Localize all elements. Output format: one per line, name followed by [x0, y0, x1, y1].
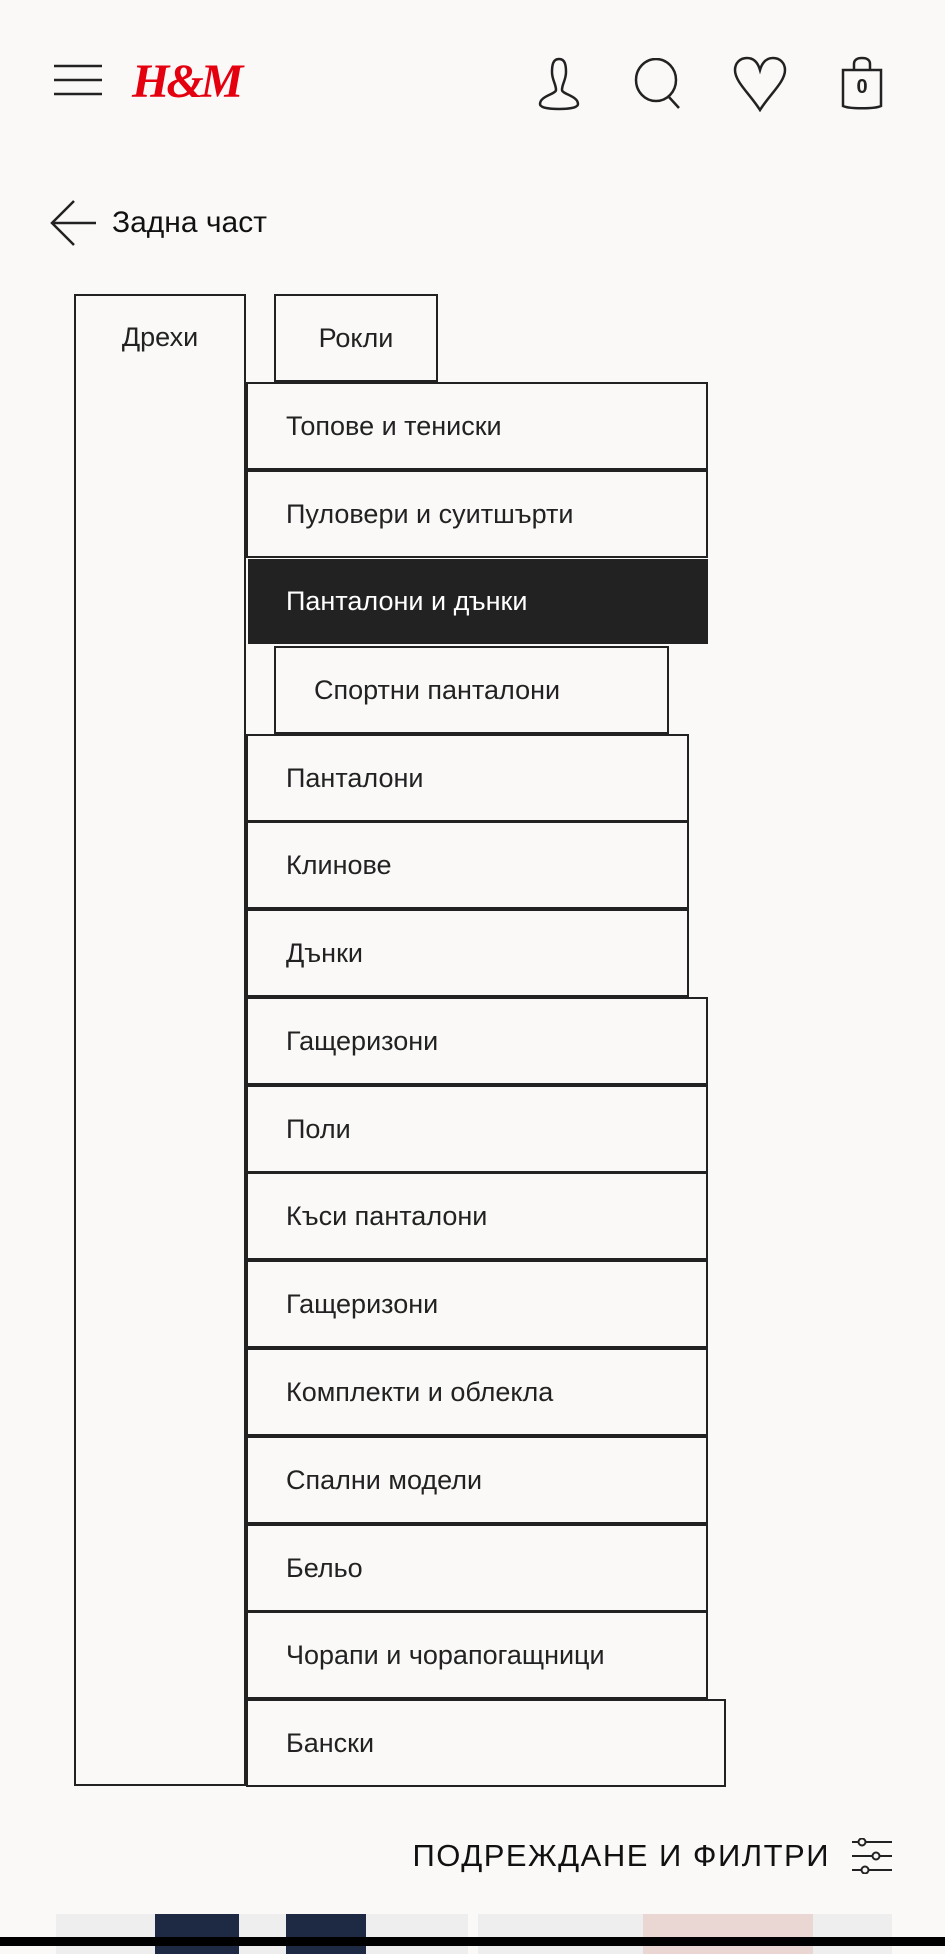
search-icon[interactable]: [634, 58, 686, 110]
item-label: Бански: [286, 1727, 375, 1758]
heart-icon[interactable]: [732, 56, 788, 112]
subcategory-item[interactable]: [246, 997, 708, 1085]
category-rokli-label: Рокли: [318, 322, 394, 353]
item-label: Дънки: [286, 937, 363, 968]
subcategory-item[interactable]: [246, 1611, 708, 1699]
subcategory-item[interactable]: [246, 1524, 708, 1612]
subcategory-item[interactable]: [246, 734, 689, 822]
sort-filter-label: ПОДРЕЖДАНЕ И ФИЛТРИ: [412, 1838, 830, 1873]
subcategory-item[interactable]: [246, 470, 708, 558]
item-label: Поли: [286, 1113, 351, 1144]
account-icon[interactable]: [531, 56, 587, 112]
subcategory-item[interactable]: [246, 1348, 708, 1436]
sliders-icon: [852, 1838, 892, 1874]
item-label: Гащеризони: [286, 1288, 439, 1319]
bag-count: 0: [856, 76, 868, 98]
category-rokli[interactable]: [274, 294, 438, 382]
hm-logo[interactable]: H&M: [132, 55, 241, 108]
item-label: Къси панталони: [286, 1200, 488, 1231]
subcategory-item[interactable]: [246, 1260, 708, 1348]
subcategory-item[interactable]: [274, 646, 669, 734]
item-label: Спортни панталони: [314, 674, 561, 705]
item-label: Спални модели: [286, 1464, 483, 1495]
menu-icon[interactable]: [54, 64, 102, 96]
back-label: Задна част: [112, 206, 267, 239]
subcategory-item[interactable]: [246, 1436, 708, 1524]
back-link[interactable]: [50, 200, 267, 246]
subcategory-item[interactable]: [246, 821, 689, 909]
item-label: Пуловери и суитшърти: [286, 498, 574, 529]
subcategory-item-active[interactable]: [248, 559, 708, 644]
subcategory-item[interactable]: [246, 1699, 726, 1787]
item-label: Клинове: [286, 849, 392, 880]
product-card[interactable]: [56, 1914, 468, 1954]
item-label: Комплекти и облекла: [286, 1376, 554, 1407]
subcategory-item[interactable]: [246, 382, 708, 470]
category-drehi[interactable]: [74, 294, 246, 1786]
item-label: Бельо: [286, 1552, 363, 1583]
category-drehi-label: Дрехи: [121, 322, 199, 352]
item-label: Гащеризони: [286, 1025, 439, 1056]
arrow-left-icon: [50, 200, 96, 246]
item-label: Чорапи и чорапогащници: [286, 1639, 605, 1670]
system-navigation-bar: [0, 1937, 945, 1946]
bag-icon[interactable]: [840, 56, 884, 110]
subcategory-item[interactable]: [246, 1172, 708, 1260]
item-label: Панталони и дънки: [286, 586, 528, 616]
product-card[interactable]: [478, 1914, 892, 1954]
item-label: Топове и тениски: [286, 410, 502, 441]
subcategory-item[interactable]: [246, 909, 689, 997]
subcategory-item[interactable]: [246, 1085, 708, 1173]
sort-filter-button[interactable]: [412, 1838, 892, 1874]
item-label: Панталони: [286, 762, 424, 793]
